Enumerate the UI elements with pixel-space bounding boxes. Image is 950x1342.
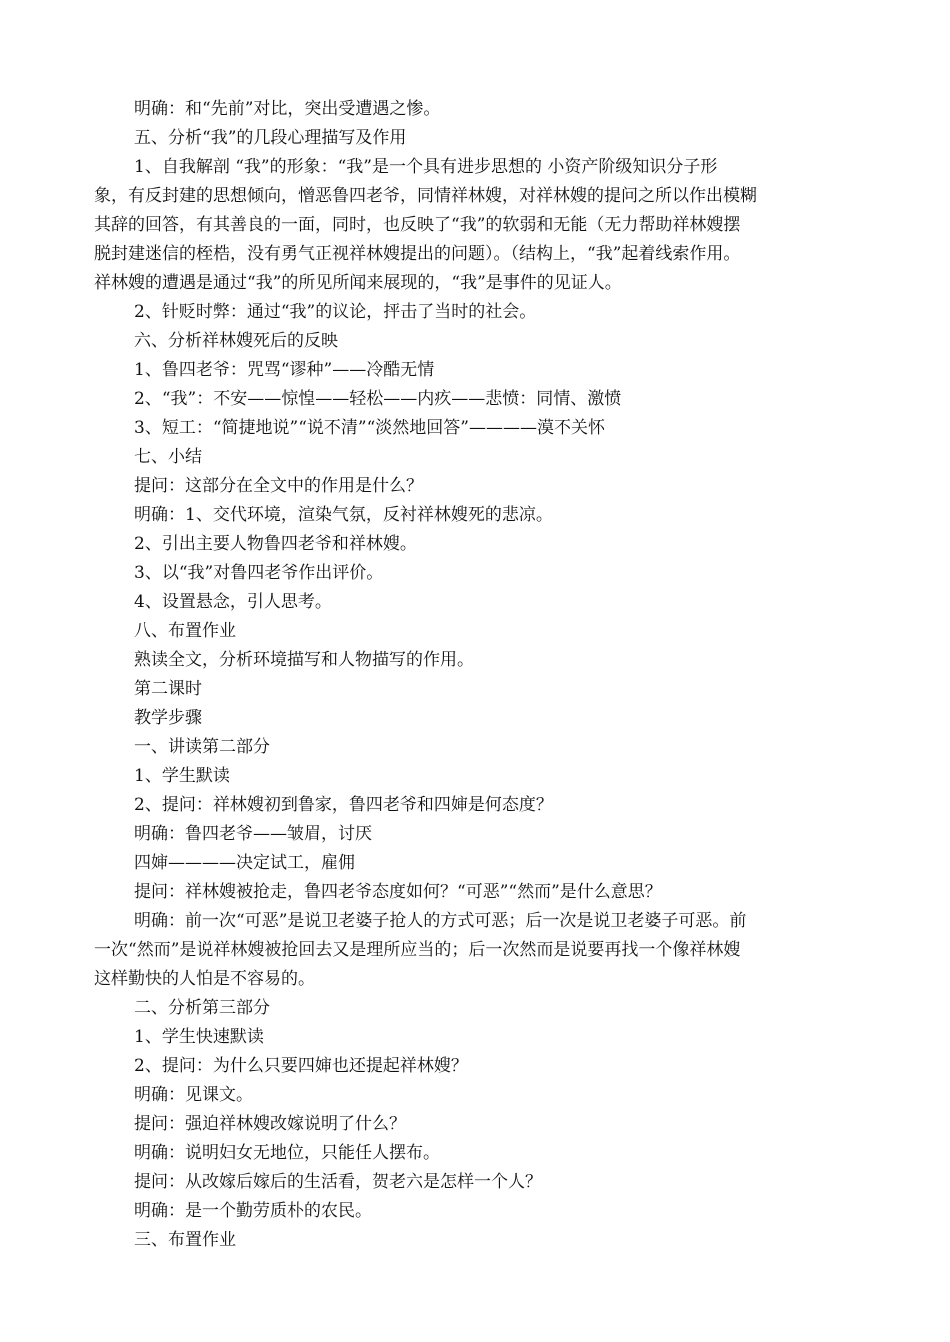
text-line: 提问：祥林嫂被抢走，鲁四老爷态度如何？“可恶”“然而”是什么意思？ [134,882,662,902]
text-line: 四婶————决定试工，雇佣 [134,853,355,873]
text-line: 1、学生快速默读 [134,1027,264,1047]
text-line: 五、分析“我”的几段心理描写及作用 [134,128,407,148]
text-line: 明确：前一次“可恶”是说卫老婆子抢人的方式可恶；后一次是说卫老婆子可恶。前 [134,911,747,931]
text-line: 2、引出主要人物鲁四老爷和祥林嫂。 [134,534,417,554]
text-line: 其辞的回答，有其善良的一面，同时，也反映了“我”的软弱和无能（无力帮助祥林嫂摆 [94,215,741,235]
text-line: 熟读全文，分析环境描写和人物描写的作用。 [134,650,474,670]
text-line: 一次“然而”是说祥林嫂被抢回去又是理所应当的；后一次然而是说要再找一个像祥林嫂 [94,940,741,960]
text-line: 明确：见课文。 [134,1085,253,1105]
text-line: 明确：和“先前”对比，突出受遭遇之惨。 [134,99,441,119]
text-line: 3、短工：“简捷地说”“说不清”“淡然地回答”————漠不关怀 [134,418,605,438]
text-line: 1、鲁四老爷：咒骂“谬种”——冷酷无情 [134,360,435,380]
text-line: 八、布置作业 [134,621,236,641]
text-line: 脱封建迷信的桎梏，没有勇气正视祥林嫂提出的问题）。（结构上，“我”起着线索作用。 [94,244,741,264]
text-line: 明确：鲁四老爷——皱眉，讨厌 [134,824,372,844]
text-line: 提问：这部分在全文中的作用是什么？ [134,476,423,496]
text-line: 2、提问：为什么只要四婶也还提起祥林嫂？ [134,1056,468,1076]
text-line: 这样勤快的人怕是不容易的。 [94,969,315,989]
text-line: 二、分析第三部分 [134,998,270,1018]
text-line: 2、提问：祥林嫂初到鲁家，鲁四老爷和四婶是何态度？ [134,795,553,815]
text-line: 明确：是一个勤劳质朴的农民。 [134,1201,372,1221]
text-line: 提问：从改嫁后嫁后的生活看，贺老六是怎样一个人？ [134,1172,542,1192]
document-body [94,95,864,1255]
text-line: 一、讲读第二部分 [134,737,270,757]
text-line: 明确：1、交代环境，渲染气氛，反衬祥林嫂死的悲凉。 [134,505,553,525]
text-line: 4、设置悬念，引人思考。 [134,592,332,612]
text-line: 三、布置作业 [134,1230,236,1250]
text-line: 象，有反封建的思想倾向，憎恶鲁四老爷，同情祥林嫂，对祥林嫂的提问之所以作出模糊 [94,186,757,206]
text-line: 提问：强迫祥林嫂改嫁说明了什么？ [134,1114,406,1134]
text-line: 七、小结 [134,447,202,467]
text-line: 1、学生默读 [134,766,230,786]
text-line: 明确：说明妇女无地位，只能任人摆布。 [134,1143,440,1163]
text-line: 2、针贬时弊：通过“我”的议论，抨击了当时的社会。 [134,302,537,322]
text-line: 祥林嫂的遭遇是通过“我”的所见所闻来展现的，“我”是事件的见证人。 [94,273,622,293]
text-line: 2、“我”：不安——惊惶——轻松——内疚——悲愤：同情、激愤 [134,389,622,409]
text-line: 第二课时 [134,679,202,699]
text-line: 教学步骤 [134,708,202,728]
text-line: 六、分析祥林嫂死后的反映 [134,331,338,351]
text-line: 3、以“我”对鲁四老爷作出评价。 [134,563,384,583]
text-line: 1、自我解剖 “我”的形象：“我”是一个具有进步思想的 小资产阶级知识分子形 [134,157,718,177]
